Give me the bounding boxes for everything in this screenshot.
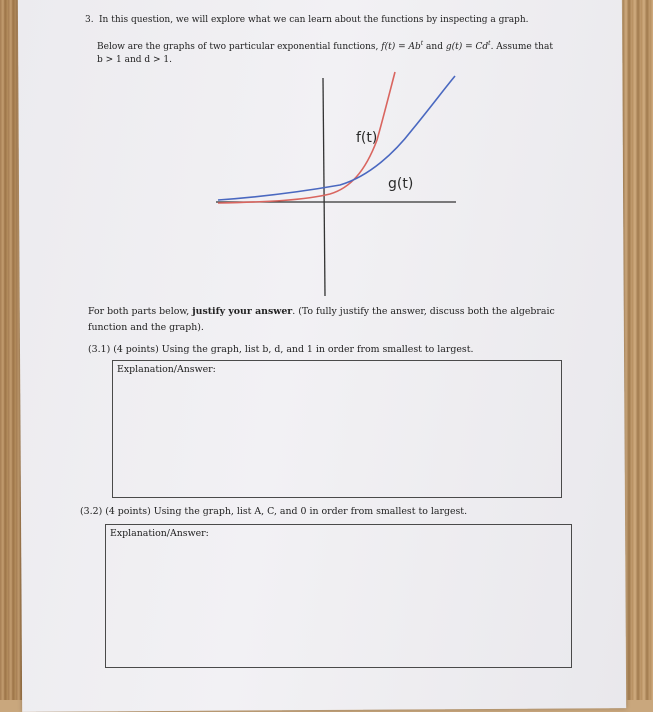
answer-box-3-1-label: Explanation/Answer: [117,364,216,375]
part-3-2-prompt: (3.2) (4 points) Using the graph, list A, C, and 0 in order from smallest to largest. [80,506,468,517]
question-line-2-end: . Assume that [490,42,553,52]
part-3-1-prompt: (3.1) (4 points) Using the graph, list b, d, and 1 in order from smallest to largest. [88,344,474,355]
instructions-line-2: function and the graph). [88,322,204,333]
question-and: and [426,42,443,52]
question-number: 3. [85,15,94,25]
g-curve-label: g(t) [388,176,414,192]
question-line-2-start: Below are the graphs of two particular exponential functions, [97,42,379,52]
instructions-line-1 [88,306,555,317]
answer-box-3-1[interactable] [112,360,562,498]
f-curve-label: f(t) [356,130,378,146]
g-exponent: t [488,40,491,47]
g-curve [218,76,455,200]
answer-box-3-2-label: Explanation/Answer: [110,528,209,539]
instructions-emphasis: justify your answer [192,306,293,317]
instructions-end: . (To fully justify the answer, discuss both the algebraic [292,306,555,317]
answer-box-3-2[interactable] [105,524,572,668]
question-intro: In this question, we will explore what we can learn about the functions by inspecting a graph. [99,15,529,25]
question-assumption: b > 1 and d > 1. [97,55,173,65]
g-definition-base: g(t) = Cd [445,42,489,52]
f-definition-base: f(t) = Ab [381,42,421,52]
instructions-start: For both parts below, [88,306,190,317]
f-exponent: t [420,40,424,47]
